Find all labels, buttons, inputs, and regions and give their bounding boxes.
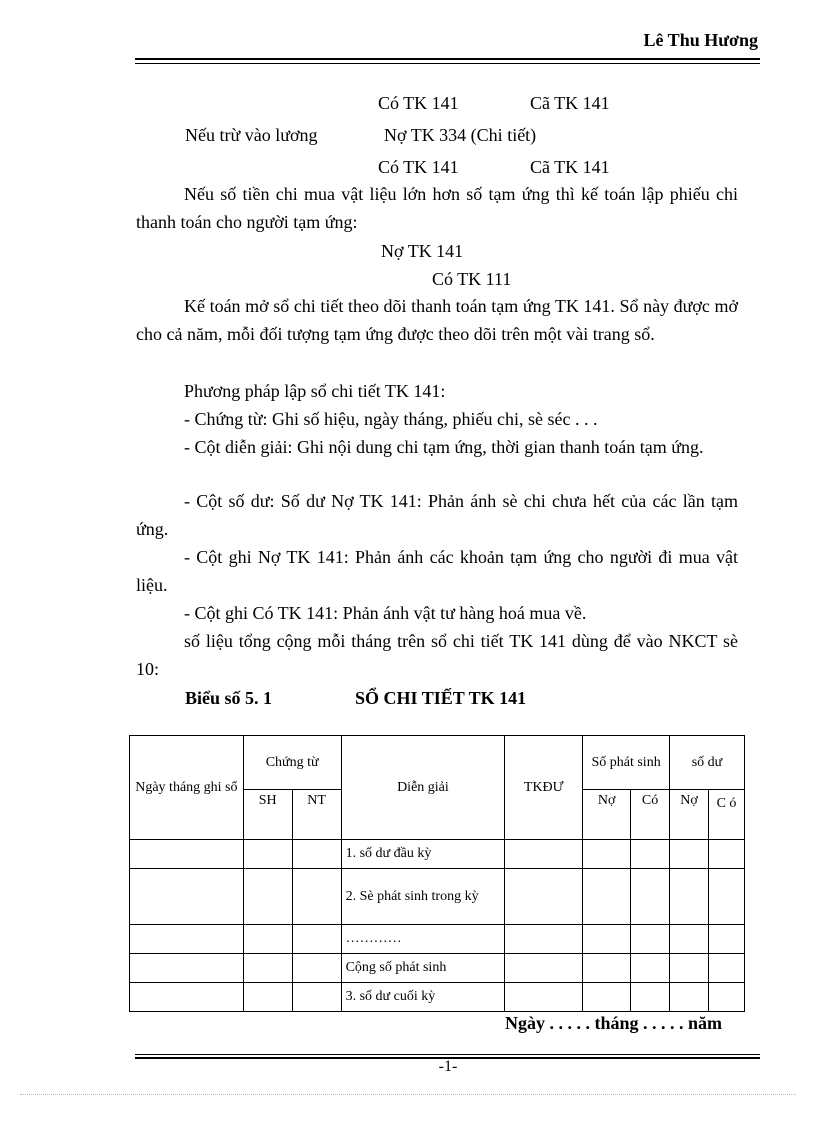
table-label: Biểu số 5. 1 — [185, 688, 273, 708]
paragraph-4: - Chứng từ: Ghi số hiệu, ngày tháng, phiếu chi, sè séc . . . — [184, 409, 598, 429]
header-co-so-du: C ó — [708, 790, 744, 840]
entry-co-tk141-2: Có TK 141 — [378, 157, 459, 177]
entry-co-tk141-1: Có TK 141 — [378, 93, 459, 113]
header-phat-sinh: Số phát sinh — [583, 736, 670, 790]
entry-no-tk334: Nợ TK 334 (Chi tiết) — [384, 125, 537, 145]
table-row — [130, 869, 745, 925]
header-nt: NT — [292, 790, 341, 840]
paragraph-3: Phương pháp lập sổ chi tiết TK 141: — [184, 381, 446, 401]
table-row — [130, 840, 745, 869]
header-description: Diễn giải — [341, 736, 505, 840]
page-number: -1- — [438, 1058, 458, 1075]
header-sh: SH — [243, 790, 292, 840]
entry-ca-tk141-1: Cã TK 141 — [530, 93, 610, 113]
ledger-table — [129, 735, 745, 1012]
paragraph-7: - Cột ghi Nợ TK 141: Phản ánh các khoản tạm ứng cho người đi mua vật liệu. — [136, 547, 738, 595]
entry-no-tk141: Nợ TK 141 — [381, 241, 464, 261]
paragraph-6: - Cột số dư: Số dư Nợ TK 141: Phản ánh sè chi chưa hết của các lần tạm ứng. — [136, 491, 738, 539]
entry-label-luong: Nếu trừ vào lương — [185, 125, 318, 145]
date-line: Ngày . . . . . tháng . . . . . năm — [504, 1013, 722, 1033]
paragraph-5: - Cột diễn giải: Ghi nội dung chi tạm ứng, thời gian thanh toán tạm ứng. — [184, 437, 704, 457]
header-co-phat-sinh: Có — [631, 790, 670, 840]
header-so-du: số dư — [670, 736, 745, 790]
header-date: Ngày tháng ghi sổ — [130, 736, 244, 840]
table-row — [130, 954, 745, 983]
row-label: 2. Sè phát sinh trong kỳ — [341, 869, 505, 925]
header-voucher: Chứng từ — [243, 736, 341, 790]
paragraph-2: Kế toán mở sổ chi tiết theo dõi thanh toán tạm ứng TK 141. Sổ này được mở cho cả năm, mỗi đối tượng tạm ứng được theo dõi trên một vài trang sổ. — [136, 296, 738, 344]
table-row — [130, 925, 745, 954]
row-label: ………… — [341, 925, 505, 954]
paragraph-8: - Cột ghi Có TK 141: Phản ánh vật tư hàng hoá mua về. — [184, 603, 587, 623]
table-title: SỔ CHI TIẾT TK 141 — [355, 688, 527, 708]
paragraph-9: số liệu tổng cộng mỗi tháng trên sổ chi tiết TK 141 dùng để vào NKCT sè 10: — [136, 631, 738, 679]
row-label: 1. số dư đầu kỳ — [341, 840, 505, 869]
entry-co-tk111: Có TK 111 — [432, 269, 512, 289]
header-tkdu: TKĐƯ — [505, 736, 583, 840]
author-name: Lê Thu Hương — [643, 30, 758, 50]
table-row — [130, 983, 745, 1012]
header-no-phat-sinh: Nợ — [583, 790, 631, 840]
paragraph-1: Nếu số tiền chi mua vật liệu lớn hơn số tạm ứng thì kế toán lập phiếu chi thanh toán cho người tạm ứng: — [136, 184, 738, 232]
row-label: Cộng số phát sinh — [341, 954, 505, 983]
row-label: 3. số dư cuối kỳ — [341, 983, 505, 1012]
entry-ca-tk141-2: Cã TK 141 — [530, 157, 610, 177]
header-no-so-du: Nợ — [670, 790, 709, 840]
header-rule-thin — [135, 63, 760, 64]
header-rule-thick — [135, 58, 760, 60]
page-bottom-divider — [20, 1094, 796, 1095]
footer-rule-thin — [135, 1054, 760, 1055]
